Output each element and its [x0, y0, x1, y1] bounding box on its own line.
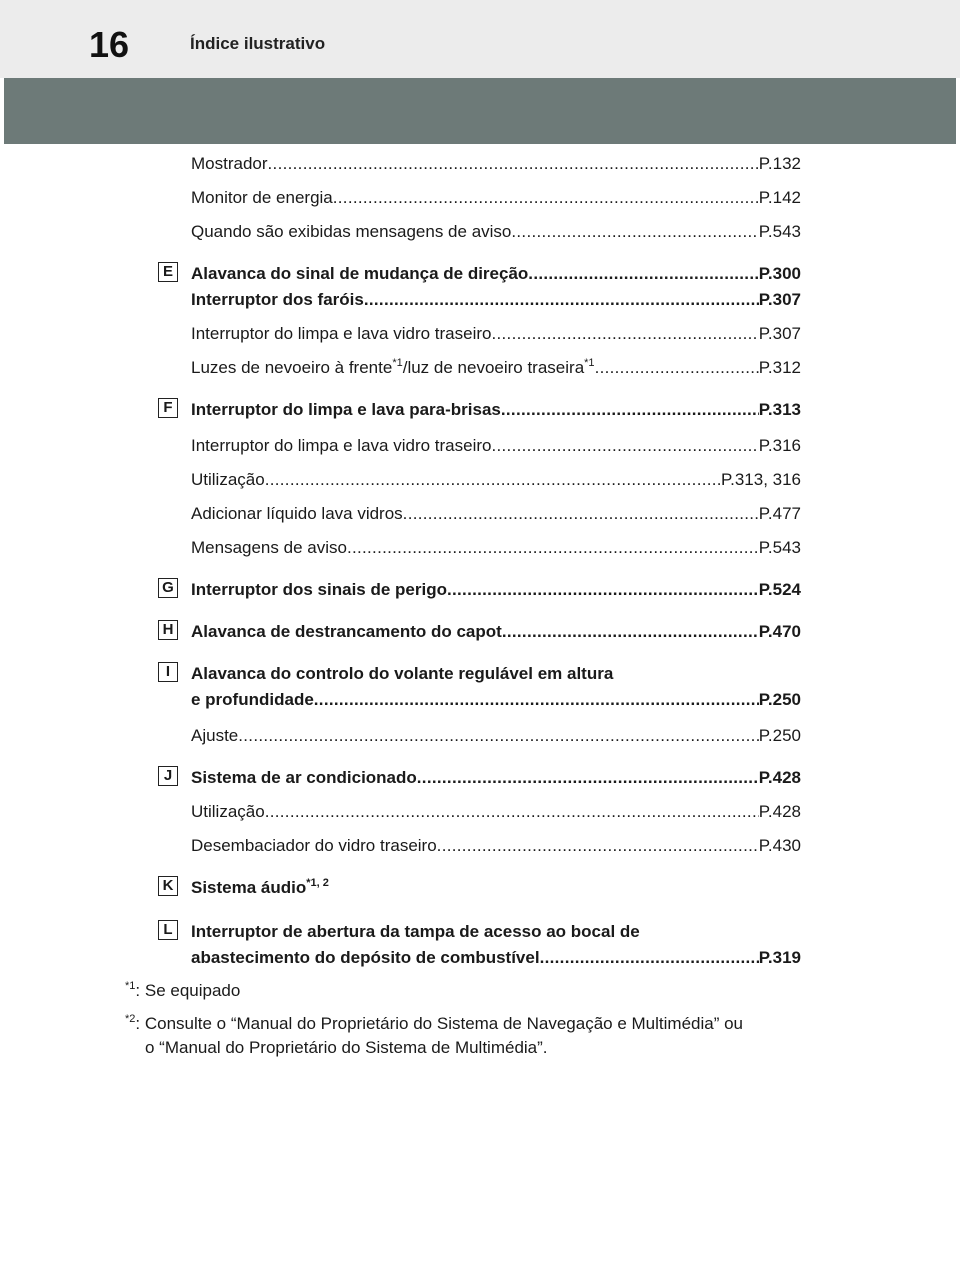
section-title: Índice ilustrativo: [190, 34, 326, 53]
entry-page-ref: P.307: [758, 324, 801, 343]
index-entry-mostrador[interactable]: [191, 153, 801, 175]
section-letter-i: I: [158, 662, 178, 682]
index-entry-farois[interactable]: [191, 289, 801, 311]
leader-dots: [511, 221, 758, 243]
index-entry-desembaciador[interactable]: [191, 835, 801, 857]
section-letter-l: L: [158, 920, 178, 940]
header-band: [4, 78, 956, 144]
section-letter-h: H: [158, 620, 178, 640]
entry-label: Interruptor do limpa e lava vidro traseiro: [191, 324, 492, 343]
leader-dots: [528, 263, 758, 285]
section-letter-j: J: [158, 766, 178, 786]
entry-page-ref: P.312: [758, 358, 801, 377]
entry-page-ref: P.250: [758, 690, 801, 709]
entry-page-ref: P.477: [758, 504, 801, 523]
footnote-text: : Se equipado: [135, 981, 241, 1000]
leader-dots: [333, 187, 759, 209]
leader-dots: [502, 621, 759, 643]
entry-page-ref: P.470: [758, 622, 801, 641]
section-letter-g: G: [158, 578, 178, 598]
entry-page-ref: P.524: [758, 580, 801, 599]
leader-dots: [314, 689, 759, 711]
entry-label: abastecimento do depósito de combustível: [191, 948, 540, 967]
entry-label-part: /luz de nevoeiro traseira: [402, 358, 585, 377]
leader-dots: [238, 725, 759, 747]
index-entry-limpa-traseiro[interactable]: [191, 323, 801, 345]
entry-label: Quando são exibidas mensagens de aviso: [191, 222, 512, 241]
entry-page-ref: P.543: [758, 222, 801, 241]
index-entry-mensagens-aviso[interactable]: [191, 221, 801, 243]
index-entry-sinais-perigo[interactable]: [191, 579, 801, 601]
page-number: 16: [88, 24, 130, 65]
entry-label: Interruptor do limpa e lava para-brisas: [191, 400, 501, 419]
index-entry-utilizacao[interactable]: [191, 469, 801, 491]
entry-label: Ajuste: [191, 726, 239, 745]
entry-label: Mostrador: [191, 154, 268, 173]
entry-label: Sistema áudio: [191, 878, 307, 897]
entry-label: Sistema de ar condicionado: [191, 768, 417, 787]
footnote-2: [125, 1012, 743, 1060]
entry-page-ref: P.313: [758, 400, 801, 419]
leader-dots: [265, 469, 721, 491]
leader-dots: [491, 435, 758, 457]
entry-page-ref: P.313, 316: [720, 470, 801, 489]
index-entry-mensagens-aviso-2[interactable]: [191, 537, 801, 559]
entry-label: Interruptor dos sinais de perigo: [191, 580, 447, 599]
index-entry-monitor-energia[interactable]: [191, 187, 801, 209]
entry-page-ref: P.142: [758, 188, 801, 207]
index-entry-utilizacao-ac[interactable]: [191, 801, 801, 823]
index-entry-sinal-direcao[interactable]: [191, 263, 801, 285]
entry-page-ref: P.316: [758, 436, 801, 455]
entry-label: Alavanca de destrancamento do capot: [191, 622, 502, 641]
leader-dots: [437, 835, 759, 857]
leader-dots: [417, 767, 759, 789]
footnote-ref: *1, 2: [306, 877, 329, 889]
leader-dots: [403, 503, 759, 525]
entry-page-ref: P.428: [758, 802, 801, 821]
page-header: [0, 0, 960, 78]
entry-label: Mensagens de aviso: [191, 538, 347, 557]
index-entry-ajuste[interactable]: [191, 725, 801, 747]
entry-label-line1: Interruptor de abertura da tampa de acesso ao bocal de: [191, 922, 640, 941]
entry-label: Adicionar líquido lava vidros: [191, 504, 403, 523]
entry-label-line1: Alavanca do controlo do volante regulável em altura: [191, 664, 614, 683]
entry-page-ref: P.543: [758, 538, 801, 557]
section-letter-f: F: [158, 398, 178, 418]
footnote-mark: *2: [125, 1013, 136, 1025]
index-entry-destrancamento-capot[interactable]: [191, 621, 801, 643]
leader-dots: [364, 289, 759, 311]
index-entry-volante-regulavel[interactable]: [191, 689, 801, 711]
leader-dots: [265, 801, 759, 823]
footnote-ref: *1: [584, 357, 595, 369]
entry-label-part: Luzes de nevoeiro à frente: [191, 358, 393, 377]
footnote-mark: *1: [125, 980, 136, 992]
entry-page-ref: P.132: [758, 154, 801, 173]
footnote-1: [125, 979, 240, 1003]
entry-page-ref: P.300: [758, 264, 801, 283]
footnote-text: : Consulte o “Manual do Proprietário do Sistema de Navegação e Multimédia” ou: [135, 1014, 744, 1033]
entry-page-ref: P.307: [758, 290, 801, 309]
index-entry-bocal-combustivel[interactable]: [191, 947, 801, 969]
entry-label: Desembaciador do vidro traseiro: [191, 836, 437, 855]
entry-label: Interruptor do limpa e lava vidro traseiro: [191, 436, 492, 455]
entry-label: Interruptor dos faróis: [191, 290, 364, 309]
footnote-text-line2: o “Manual do Proprietário do Sistema de Multimédia”.: [145, 1038, 548, 1057]
leader-dots: [268, 153, 759, 175]
entry-page-ref: P.428: [758, 768, 801, 787]
section-letter-k: K: [158, 876, 178, 896]
index-entry-limpa-traseiro-2[interactable]: [191, 435, 801, 457]
index-entry-ar-condicionado[interactable]: [191, 767, 801, 789]
index-entry-nevoeiro[interactable]: [191, 357, 801, 379]
entry-label: Alavanca do sinal de mudança de direção: [191, 264, 529, 283]
entry-label: [191, 357, 595, 379]
leader-dots: [595, 357, 759, 379]
section-letter-e: E: [158, 262, 178, 282]
entry-label: Utilização: [191, 802, 265, 821]
entry-page-ref: P.319: [758, 948, 801, 967]
entry-page-ref: P.430: [758, 836, 801, 855]
index-entry-liquido-lava-vidros[interactable]: [191, 503, 801, 525]
entry-label: Monitor de energia: [191, 188, 333, 207]
index-entry-limpa-parabrisas[interactable]: [191, 399, 801, 421]
footnote-ref: *1: [392, 357, 403, 369]
leader-dots: [447, 579, 759, 601]
leader-dots: [491, 323, 758, 345]
index-entry-sistema-audio[interactable]: [191, 877, 329, 899]
entry-page-ref: P.250: [758, 726, 801, 745]
leader-dots: [540, 947, 759, 969]
leader-dots: [347, 537, 759, 559]
leader-dots: [501, 399, 759, 421]
entry-label: e profundidade: [191, 690, 314, 709]
entry-label: Utilização: [191, 470, 265, 489]
